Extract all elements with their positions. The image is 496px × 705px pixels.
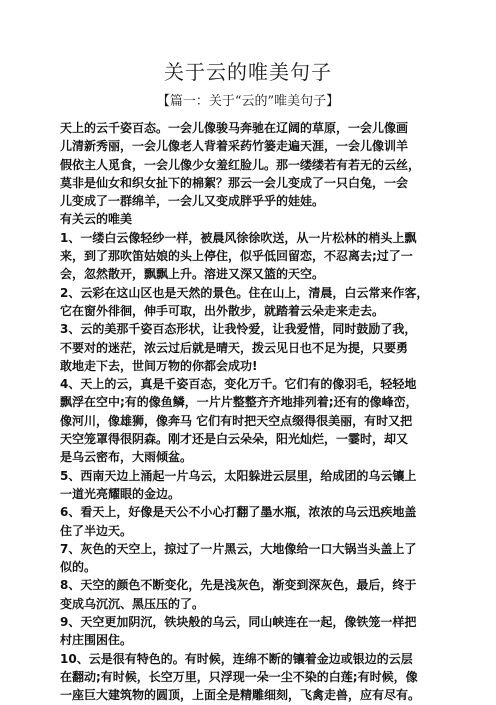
body-line: 7、灰色的天空上，掠过了一片黑云，大地像给一口大锅当头盖上了: [60, 541, 417, 556]
body-line: 是乌云密布，大雨倾盆。: [60, 450, 193, 465]
body-line: 2、云彩在这山区也是天然的景色。住在山上，清晨，白云常来作客，: [60, 285, 429, 300]
body-line: 不要对的迷茫，浓云过后就是晴天，拨云见日也不足为提，只要勇: [60, 340, 409, 355]
body-line: 儿变成了一群绵羊，一会儿又变成胖乎乎的娃娃。: [60, 194, 325, 209]
body-line: 像河川，像雄狮，像奔马 它们有时把天空点缀得很美丽，有时又把: [60, 413, 413, 428]
body-line: 6、看天上，好像是天公不小心打翻了墨水瓶，浓浓的乌云迅疾地盖: [60, 505, 417, 520]
body-line: 一座巨大建筑物的圆顶，上面全是精雕细刻，飞禽走兽，应有尽有。: [60, 688, 421, 703]
body-line: 3、云的美那千姿百态形状，让我怜爱，让我爱惜，同时鼓励了我，: [60, 322, 417, 337]
document-title: 关于云的唯美句子: [164, 60, 332, 84]
body-line: 在翻动;有时候，长空万里，只浮现一朵一尘不染的白莲;有时候，像: [60, 669, 418, 684]
document-subtitle: 【篇一：关于“云的”唯美句子】: [156, 94, 340, 109]
body-line: 天上的云千姿百态。一会儿像骏马奔驰在辽阔的草原，一会儿像画: [60, 121, 409, 135]
body-line: 10、云是很有特色的。有时候，连绵不断的镶着金边或银边的云层: [60, 651, 413, 666]
body-line: 它在窗外徘徊，伸手可取，出外散步，就踏着云朵走来走去。: [60, 303, 385, 318]
body-line: 有关云的唯美: [60, 212, 133, 227]
body-line: 9、天空更加阴沉，铁块般的乌云，同山峡连在一起，像铁笼一样把: [60, 615, 417, 630]
body-line: 敢地走下去，世间万物的你都会成功!: [60, 358, 258, 373]
body-line: 假依主人觅食，一会儿像少女羞红脸儿。那一缕缕若有若无的云丝，: [60, 157, 421, 172]
body-line: 莫非是仙女和织女扯下的棉絮？那云一会儿变成了一只白兔，一会: [60, 175, 409, 190]
body-line: 变成乌沉沉、黑压压的了。: [60, 596, 205, 611]
body-line: 儿清新秀丽，一会儿像老人背着采药竹篓走遍天涯，一会儿像训羊: [60, 139, 409, 154]
body-line: 天空笼罩得很阴森。刚才还是白云朵朵，阳光灿烂，一霎时，却又: [60, 432, 409, 447]
body-line: 来，到了那吹笛姑娘的头上停住，似乎低回留恋，不忍离去;过了一: [60, 249, 413, 264]
body-line: 飘浮在空中;有的像鱼鳞，一片片整整齐齐地排列着;还有的像峰峦，: [60, 395, 418, 410]
body-line: 1、一缕白云像轻纱一样，被晨风徐徐吹送，从一片松林的梢头上飘: [60, 230, 417, 245]
body-line: 似的。: [60, 560, 97, 575]
body-line: 村庄围困住。: [60, 633, 133, 648]
body-line: 5、西南天边上涌起一片乌云，太阳躲进云层里，给成团的乌云镶上: [60, 468, 417, 483]
body-line: 4、天上的云，真是千姿百态，变化万千。它们有的像羽毛，轻轻地: [60, 377, 417, 392]
body-line: 8、天空的颜色不断变化，先是浅灰色，渐变到深灰色，最后，终于: [60, 578, 417, 593]
body-line: 会，忽然散开，飘飘上升。溶进又深又篮的天空。: [60, 267, 325, 282]
body-line: 一道光亮耀眼的金边。: [60, 486, 181, 501]
document-body: [60, 119, 446, 705]
body-line: 住了半边天。: [60, 523, 133, 538]
